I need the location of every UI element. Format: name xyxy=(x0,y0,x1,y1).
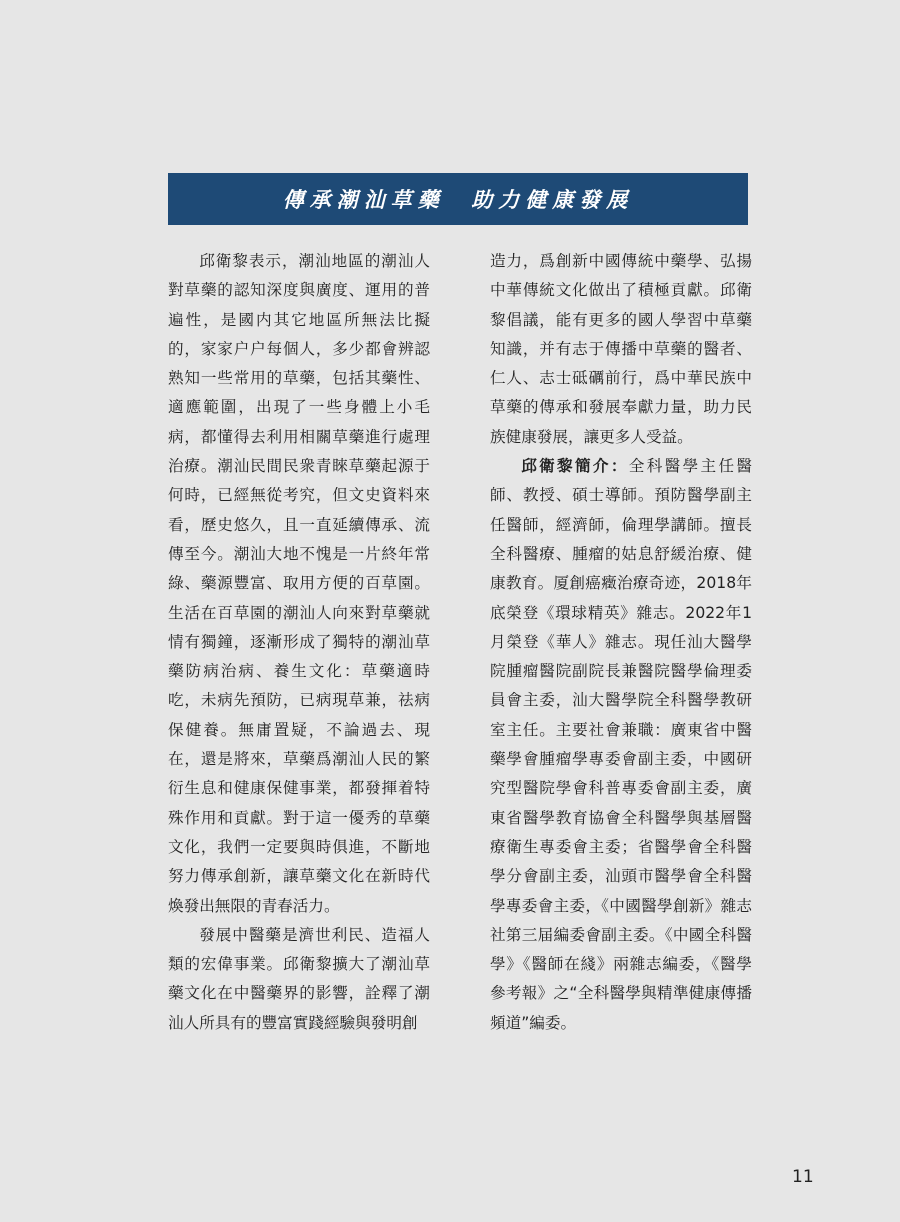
page-number: 11 xyxy=(792,1167,814,1187)
bio-paragraph xyxy=(490,452,752,1038)
article-paragraph: 發展中醫藥是濟世利民、造福人類的宏偉事業。邱衛黎擴大了潮汕草藥文化在中醫藥界的影響，詮釋了潮汕人所具有的豐富實踐經驗與發明創 xyxy=(168,925,430,1032)
article-paragraph: 邱衛黎表示，潮汕地區的潮汕人對草藥的認知深度與廣度、運用的普遍性，是國内其它地區所無法比擬的，家家户户每個人，多少都會辨認熟知一些常用的草藥，包括其藥性、適應範圍，出現了一些身體上小毛病，都懂得去利用相關草藥進行處理治療。潮汕民間民衆青睞草藥起源于何時，已經無從考究，但文史資料來看，歷史悠久，且一直延續傳承、流傳至今。潮汕大地不愧是一片終年常綠、藥源豐富、取用方便的百草園。生活在百草園的潮汕人向來對草藥就情有獨鐘，逐漸形成了獨特的潮汕草藥防病治病、養生文化：草藥適時吃，未病先預防，已病現草兼，祛病保健養。無庸置疑，不論過去、現在，還是將來，草藥爲潮汕人民的繁衍生息和健康保健事業，都發揮着特殊作用和貢獻。對于這一優秀的草藥文化，我們一定要與時俱進，不斷地努力傳承創新，讓草藥文化在新時代煥發出無限的青春活力。 xyxy=(168,252,430,915)
bio-label: 邱衛黎簡介： xyxy=(521,457,629,476)
page-title: 傳承潮汕草藥 助力健康發展 xyxy=(282,187,634,212)
article-paragraph: 造力，爲創新中國傳統中藥學、弘揚中華傳統文化做出了積極貢獻。邱衛黎倡議，能有更多的國人學習中草藥知識，并有志于傳播中草藥的醫者、仁人、志士砥礪前行，爲中華民族中草藥的傳承和發展奉獻力量，助力民族健康發展，讓更多人受益。 xyxy=(490,252,752,446)
left-column xyxy=(168,247,430,1038)
right-column xyxy=(490,247,752,1038)
bio-text: 全科醫學主任醫師、教授、碩士導師。預防醫學副主任醫師，經濟師，倫理學講師。擅長全科醫療、腫瘤的姑息舒緩治療、健康教育。厦創癌癥治療奇迹，2018年底榮登《環球精英》雜志。2022年1月榮登《華人》雜志。現任汕大醫學院腫瘤醫院副院長兼醫院醫學倫理委員會主委，汕大醫學院全科醫學教研室主任。主要社會兼職：廣東省中醫藥學會腫瘤學專委會副主委，中國研究型醫院學會科普專委會副主委，廣東省醫學教育協會全科醫學與基層醫療衛生專委會主委；省醫學會全科醫學分會副主委，汕頭市醫學會全科醫學專委會主委，《中國醫學創新》雜志社第三届編委會副主委。《中國全科醫學》《醫師在綫》兩雜志編委，《醫學參考報》之“全科醫學與精準健康傳播頻道”編委。 xyxy=(490,457,752,1032)
title-banner xyxy=(168,173,748,225)
